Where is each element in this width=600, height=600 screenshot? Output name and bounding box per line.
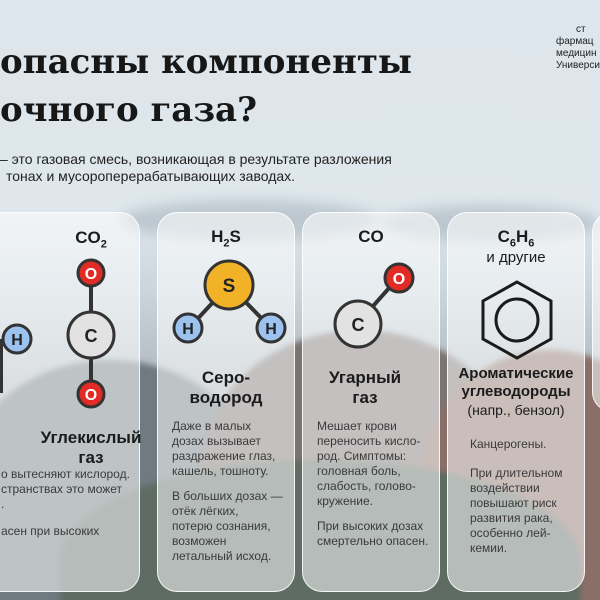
desc-line: развития рака,: [470, 511, 553, 525]
oxygen-atom-top: [78, 260, 104, 286]
desc-paragraph: [317, 419, 437, 509]
intro-line-1: – это газовая смесь, возникающая в результате разложения: [0, 151, 392, 167]
h2s-name: [158, 368, 294, 408]
formula-part: C: [497, 227, 510, 246]
desc-line: При длительном: [470, 466, 563, 480]
name-line: Углекислый: [40, 428, 142, 447]
oxygen-label: O: [84, 387, 98, 404]
co2-name: [16, 428, 150, 468]
formula-main: CO: [75, 228, 101, 247]
benzene-ring-icon: [448, 275, 585, 365]
desc-line: .: [1, 497, 5, 511]
header: [0, 0, 600, 200]
title-line-2: очного газа?: [0, 90, 257, 130]
desc-line: При высоких дозах: [317, 519, 424, 533]
hydrogen-label: H: [182, 321, 194, 338]
desc-line: отёк лёгких,: [172, 504, 239, 518]
hydrogen-atom-left: [174, 314, 202, 342]
aromatic-description: [470, 437, 582, 566]
card-co: [302, 212, 440, 592]
desc-line: слабость, голово-: [317, 479, 416, 493]
desc-line: кемии.: [470, 541, 508, 555]
desc-paragraph: [470, 437, 582, 452]
desc-line: асен при высоких: [1, 524, 100, 538]
desc-paragraph: [172, 489, 292, 564]
credit-text: [556, 24, 600, 72]
formula-subscript: 6: [528, 237, 535, 250]
card-aromatic: [447, 212, 585, 592]
title-line-1: опасны компоненты: [0, 42, 412, 82]
formula-subscript: 2: [100, 238, 107, 251]
desc-line: странствах это может: [1, 482, 123, 496]
aromatic-name: [448, 365, 584, 401]
co-description: [317, 419, 437, 559]
desc-line: Канцерогены.: [470, 437, 547, 451]
desc-line: дозах вызывает: [172, 434, 261, 448]
desc-paragraph: [317, 519, 437, 549]
oxygen-label: O: [84, 266, 98, 283]
credit-line-1: ст: [576, 24, 586, 35]
carbon-atom: [68, 312, 114, 358]
page-title: [0, 38, 460, 134]
formula-part: S: [229, 227, 241, 246]
desc-line: переносить кисло-: [317, 434, 421, 448]
h2s-description: [172, 419, 292, 574]
oxygen-atom: [385, 264, 413, 292]
name-line: Угарный: [328, 368, 402, 387]
desc-line: В больших дозах —: [172, 489, 283, 503]
card-next: [592, 212, 600, 412]
formula-part: H: [211, 227, 224, 246]
co-formula: CO: [358, 227, 384, 246]
desc-line: раздражение глаз,: [172, 449, 276, 463]
desc-line: повышают риск: [470, 496, 557, 510]
formula-part: H: [516, 227, 529, 246]
name-line: газ: [78, 448, 104, 467]
desc-line: Мешает крови: [317, 419, 397, 433]
desc-line: головная боль,: [317, 464, 401, 478]
desc-line: особенно лей-: [470, 526, 551, 540]
credit-line-3: медицин: [556, 48, 597, 59]
name-line: водород: [189, 388, 263, 407]
carbon-atom: [335, 301, 381, 347]
desc-line: о вытесняют кислород.: [1, 467, 130, 481]
oxygen-atom-bottom: [78, 381, 104, 407]
formula-subscript: 2: [223, 237, 230, 250]
credit-line-4: Универси: [556, 60, 600, 71]
desc-paragraph: [172, 419, 292, 479]
name-line: Серо-: [201, 368, 251, 387]
hydrogen-label: H: [265, 321, 277, 338]
name-line: Ароматические: [458, 365, 574, 382]
intro-line-2: тонах и мусороперерабатывающих заводах.: [6, 168, 296, 184]
sulfur-label: S: [222, 276, 236, 297]
sulfur-atom: [205, 261, 253, 309]
desc-line: Даже в малых: [172, 419, 252, 433]
desc-line: возможен: [172, 534, 227, 548]
desc-line: воздействии: [470, 481, 540, 495]
desc-paragraph: [470, 466, 582, 556]
desc-line: летальный исход.: [172, 549, 272, 563]
co2-molecule: [16, 212, 150, 412]
carbon-label: C: [351, 315, 365, 335]
formula-subscript: 6: [509, 237, 516, 250]
name-line: углеводороды: [461, 383, 571, 400]
desc-line: смертельно опасен.: [317, 534, 429, 548]
hydrogen-atom-right: [257, 314, 285, 342]
h2s-formula: [158, 227, 294, 249]
credit-line-2: фармац: [556, 36, 594, 47]
formula-note: и другие: [486, 249, 546, 266]
aromatic-example: (напр., бензол): [467, 402, 565, 418]
card-h2s: [157, 212, 295, 592]
desc-line: род. Симптомы:: [317, 449, 407, 463]
desc-line: кружение.: [317, 494, 373, 508]
name-line: газ: [352, 388, 378, 407]
co-name: [302, 368, 433, 408]
aromatic-formula: [448, 227, 584, 249]
carbon-label: C: [84, 326, 98, 346]
desc-line: потерю сознания,: [172, 519, 271, 533]
hydrogen-label: H: [11, 332, 23, 349]
oxygen-label: O: [392, 271, 406, 288]
card-co2: [0, 212, 150, 592]
desc-line: кашель, тошноту.: [172, 464, 269, 478]
intro-text: [0, 151, 440, 185]
